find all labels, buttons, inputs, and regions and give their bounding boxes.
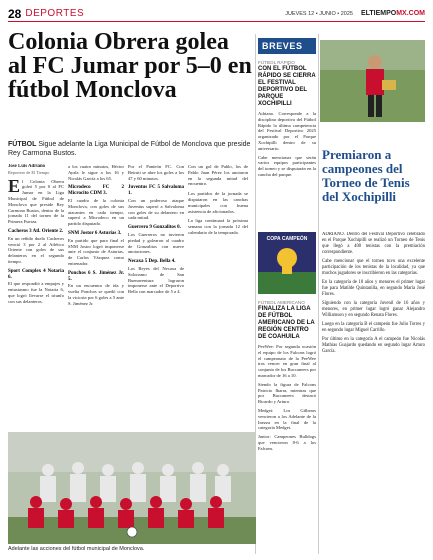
issue-date: JUEVES 12 • JUNIO • 2025 bbox=[285, 10, 353, 17]
right-story-body bbox=[322, 232, 425, 554]
story-paragraph: Por último en la categoría A el campeón fue Nicolás Mathias Guajardo quedando en segundo lugar Arturo García. bbox=[322, 337, 425, 354]
photo-caption: Adelante las acciones del fútbol municipal de Monclova. bbox=[8, 546, 145, 552]
deck-lead: FÚTBOL bbox=[8, 141, 37, 148]
brand-suffix: MX.COM bbox=[396, 10, 425, 17]
brand-prefix: ELTIEMPO bbox=[360, 10, 397, 17]
breves-story-1 bbox=[258, 60, 316, 230]
article-paragraph: El cuadro de la colonia Monclova, con goles de sus atacantes en cada tiempo, superó a Microdeco en un partido disputado. bbox=[68, 197, 124, 227]
deck bbox=[8, 140, 253, 158]
story-paragraph: Cabe mencionar que serán varios equipos participantes del torneo y se disputarán en la cancha del parque. bbox=[258, 154, 316, 177]
story-paragraph: Cabe mencionar que el torneo tuvo una excelente participación de los tenistas de la localidad, ya que muchos jugadores se inscribieron en las categorías. bbox=[322, 259, 425, 276]
article-paragraph: Los Reyes del Necaxa de Solorzano de San Buenaventura lograron imponerse ante el Deportivo Bella con marcador de 5 a 4. bbox=[128, 265, 184, 295]
team-photo bbox=[8, 432, 256, 544]
story-paragraph: Adriano. Corresponde a la disciplina deportiva del Fútbol Rápido la última competencia del Festival Deportivo 2025 organizado por el Parque Xochipilli dentro de su aniversario. bbox=[258, 111, 316, 151]
match-heading: Microdeco FC 2 Microcito CDM 3. bbox=[68, 185, 124, 197]
story-title: FINALIZA LA LIGA DE FÚTBOL AMERICANO DE LA REGIÓN CENTRO DE COAHUILA bbox=[258, 306, 315, 340]
article-paragraph: Con un gol de Pablo, los de Pablo Juan Pérez los anotaron en la segunda mitad del encuentro. bbox=[188, 164, 248, 187]
match-heading: Juventus FC 5 Salvaloma 1. bbox=[128, 185, 184, 197]
article-paragraph: El Colonia Obrera goleó 5 por 0 al FC Jumar en la Liga Municipal de Fútbol de Monclova que preside Rey Carmona Bustos, dentro de la jornada 11 del torneo de la Primera Fuerza. bbox=[8, 175, 64, 225]
page-number: 28 bbox=[8, 6, 22, 21]
story-paragraph: Luego en la categoría B el campeón fue Julio Torres y en segundo lugar Miguel Carrillo. bbox=[322, 322, 425, 333]
match-heading: Cacheros 3 Atl. Oriente 2. bbox=[8, 228, 64, 234]
story-paragraph: PeeWee: Por segunda ocasión el equipo de los Falcons logró el campeonato de la PeeWee tras vencer en gran final al conjunto de los Buccaneers por marcador de 16 a 10. bbox=[258, 344, 316, 378]
story-title: CON EL FÚTBOL RÁPIDO SE CIERRA EL FESTIVAL DEPORTIVO DEL PARQUE XOCHIPILLI bbox=[258, 66, 316, 107]
match-heading: Ponchos 6 S. Jiménez Jr. 5. bbox=[68, 270, 124, 282]
article-paragraph: En un reñido duelo Cacheros venció 3 por 2 al Atlético Oriente con goles de sus delanteros en el segundo tiempo. bbox=[8, 235, 64, 264]
story-body bbox=[258, 344, 316, 452]
byline-role: Reportero de El Tiempo bbox=[8, 169, 50, 175]
match-heading: Guerrero 9 Gonzalitos 0. bbox=[128, 225, 181, 231]
brand-logo bbox=[361, 10, 425, 17]
breves-label: BREVES bbox=[262, 41, 303, 51]
article-paragraph: Con un poderoso ataque Juventus superó a Salvaloma con goles de su delantero en cada mitad. bbox=[128, 197, 184, 221]
article-paragraph: Los Guerreros no tuvieron piedad y golearon al cuadro de Gonzalitos con nueve anotaciones. bbox=[128, 231, 184, 255]
poster-title: COPA CAMPEÓN bbox=[266, 236, 308, 242]
page-header bbox=[8, 6, 425, 22]
event-poster bbox=[258, 232, 316, 294]
story-kicker: FÚTBOL AMERICANO bbox=[258, 300, 305, 305]
deck-text: Sigue adelante la Liga Municipal de Fútbol de Monclova que preside Rey Carmona Bustos. bbox=[8, 141, 251, 157]
column-divider bbox=[318, 34, 319, 554]
article-paragraph: El que respondió a empujes y entusiasmo fue la Notaria 6, que logró llevarse el triunfo con sus delanteros. bbox=[8, 281, 64, 304]
story-paragraph: Medget: Los Gilbears vencieron a los Adelante de la Inezza en la final de la categoría Medget. bbox=[258, 407, 316, 431]
tennis-photo bbox=[320, 40, 425, 122]
article-column-1 bbox=[8, 164, 64, 430]
article-paragraph: La liga continuará la próxima semana con la jornada 12 del calendario de la temporada. bbox=[188, 218, 248, 235]
dropcap: E bbox=[8, 175, 21, 196]
article-column-2 bbox=[68, 164, 124, 430]
article-paragraph: En un encuentro de ida y vuelta Ponchos se quedó con la victoria por 6 goles a 5 ante S. Jiménez Jr. bbox=[68, 283, 124, 306]
article-column-3 bbox=[128, 164, 184, 430]
match-heading: SNM Jostor 6 Asturias 3. bbox=[68, 230, 122, 236]
story-paragraph: Junior: Campeones Bulldogs que vencieron 8-6 a los Falcons. bbox=[258, 434, 316, 451]
match-heading: Necaxa 5 Dep. Bella 4. bbox=[128, 259, 176, 265]
right-headline: Premiaron a campeones del Torneo de Tenis del Xochipilli bbox=[322, 147, 410, 204]
article-column-4 bbox=[188, 164, 248, 430]
breves-label-box bbox=[258, 38, 316, 54]
byline: José Luis Adriano bbox=[8, 164, 46, 169]
article-paragraph: En partido que para final el SNM Jostor logró imponerse ante el conjunto de Asturias, de Carlos Vázquez como entrenador. bbox=[68, 237, 124, 266]
story-kicker: FÚTBOL RÁPIDO bbox=[258, 60, 295, 65]
story-paragraph: Siendo la figura de Falcons Patricio Ibarra, mientras que por Buccaneers destacó Ricardo y Arturo. bbox=[258, 381, 316, 405]
breves-story-2 bbox=[258, 300, 316, 550]
story-body bbox=[258, 111, 316, 178]
main-headline: Colonia Obrera golea al FC Jumar por 5–0 en fútbol Monclova bbox=[8, 29, 252, 103]
match-heading: Sport Complex 4 Notaria 6. bbox=[8, 268, 64, 280]
article-paragraph: a los cuatro minutos, Héctor Ayala le sigue a los 16 y Nicolás García a los 65. bbox=[68, 164, 124, 181]
article-paragraph: Los partidos de la jornada se disputaron en las canchas municipales con buena asistencia de aficionados. bbox=[188, 191, 248, 214]
story-paragraph: Siguiendo con la categoría Juvenil de 16 años y menores, en primer lugar logró ganar Alejandro Williamson y en segundo Renata Flores. bbox=[322, 301, 425, 318]
story-paragraph: ADRIANO. Dentro del Festival Deportivo celebrado en el Parque Xochipilli se realizó un Torneo de Tenis que llegó a 400 tenistas con la premiación correspondiente. bbox=[322, 232, 425, 255]
section-name: DEPORTES bbox=[25, 8, 85, 19]
story-paragraph: En la categoría de 10 años y menores el primer lugar fue para Matilde Quintanilla, en segundo María José Flores. bbox=[322, 280, 425, 297]
article-paragraph: Por el Panteón FC. Con Beiruti se abre los goles a los 47 y 60 minutos. bbox=[128, 164, 184, 181]
